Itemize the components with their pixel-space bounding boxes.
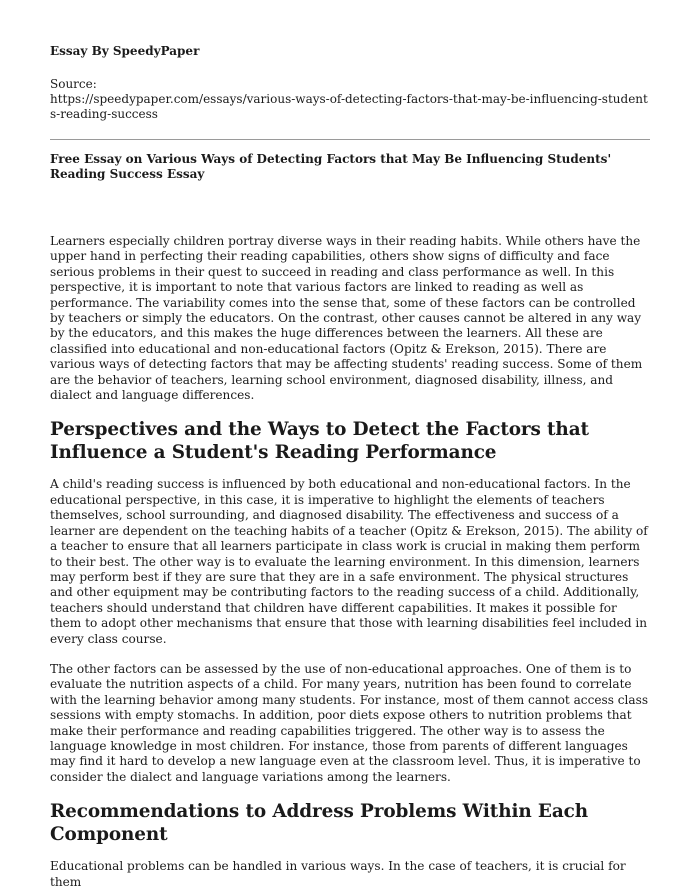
header-divider xyxy=(50,139,650,140)
source-url: https://speedypaper.com/essays/various-ways-of-detecting-factors-that-may-be-influencing-students-reading-success xyxy=(50,92,648,121)
body-paragraph: Educational problems can be handled in various ways. In the case of teachers, it is crucial for them xyxy=(50,859,626,889)
section-heading-recommendations: Recommendations to Address Problems Within Each Component xyxy=(50,801,589,846)
body-paragraph: The other factors can be assessed by the use of non-educational approaches. One of them is to evaluate the nutrition aspects of a child. For many years, nutrition has been found to correlate with the learning behavior among many students. For instance, most of them cannot access class sessions with empty stomachs. In addition, poor diets expose others to nutrition problems that make their performance and reading capabilities triggered. The other way is to assess the language knowledge in most children. For instance, those from parents of different languages may find it hard to develop a new language even at the classroom level. Thus, it is imperative to consider the dialect and language variations among the learners. xyxy=(50,661,649,784)
section-heading-perspectives: Perspectives and the Ways to Detect the Factors that Influence a Student's Reading Performance xyxy=(50,419,589,464)
intro-paragraph: Learners especially children portray diverse ways in their reading habits. While others have the upper hand in perfecting their reading capabilities, others show signs of difficulty and face serious problems in their quest to succeed in reading and class performance as well. In this perspective, it is important to note that various factors are linked to reading as well as performance. The variability comes into the sense that, some of these factors can be controlled by teachers or simply the educators. On the contrast, other causes cannot be altered in any way by the educators, and this makes the huge differences between the learners. All these are classified into educational and non-educational factors (Opitz & Erekson, 2015). There are various ways of detecting factors that may be affecting students' reading success. Some of them are the behavior of teachers, learning school environment, diagnosed disability, illness, and dialect and language differences. xyxy=(50,234,643,403)
body-paragraph: A child's reading success is influenced by both educational and non-educational factors. In the educational perspective, in this case, it is imperative to highlight the elements of teachers themselves, school surrounding, and diagnosed disability. The effectiveness and success of a learner are dependent on the teaching habits of a teacher (Opitz & Erekson, 2015). The ability of a teacher to ensure that all learners participate in class work is crucial in making them perform to their best. The other way is to evaluate the learning environment. In this dimension, learners may perform best if they are sure that they are in a safe environment. The physical structures and other equipment may be contributing factors to the reading success of a child. Additionally, teachers should understand that children have different capabilities. It makes it possible for them to adopt other mechanisms that ensure that those with learning disabilities feel included in every class course. xyxy=(50,477,648,646)
byline: Essay By SpeedyPaper xyxy=(50,44,200,58)
source-label: Source: xyxy=(50,77,97,91)
document-title: Free Essay on Various Ways of Detecting Factors that May Be Influencing Students' Reading Success Essay xyxy=(50,152,612,181)
